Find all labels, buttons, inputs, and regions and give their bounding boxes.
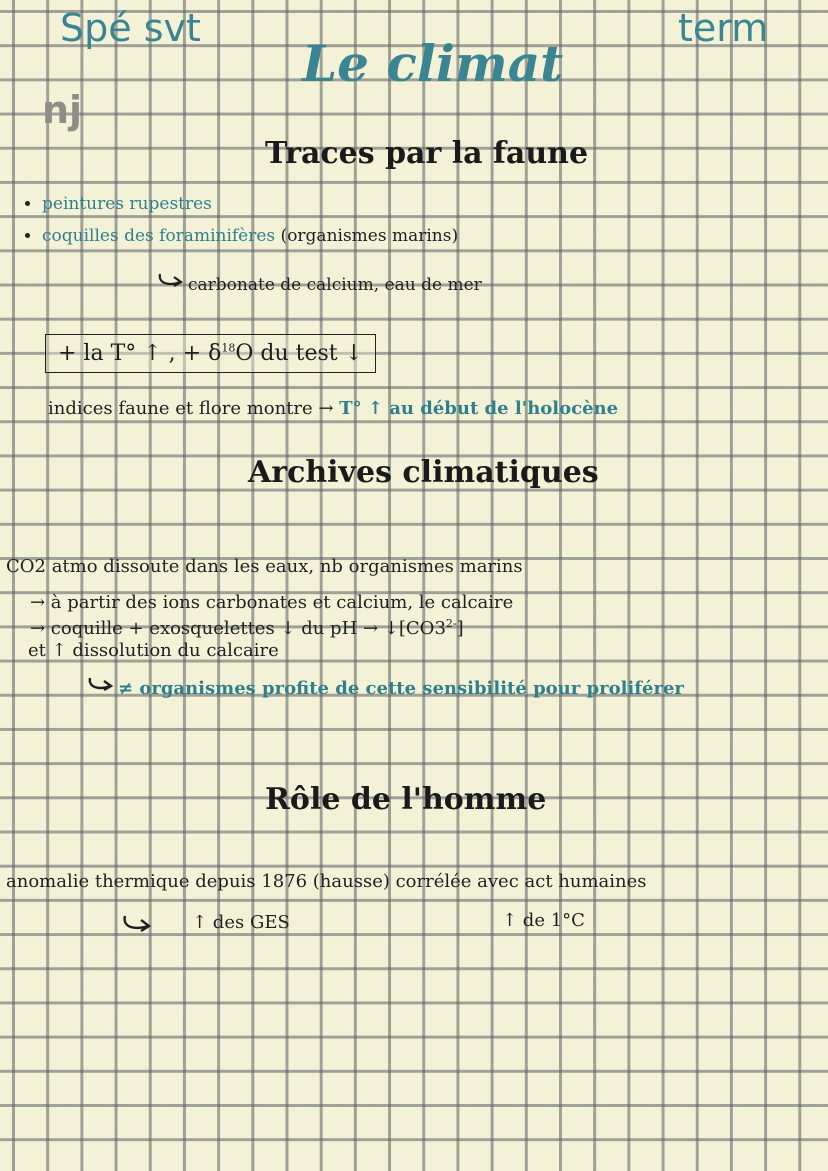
archives-line-3b: ] bbox=[456, 618, 464, 639]
section-heading-archives: Archives climatiques bbox=[248, 455, 599, 490]
page-title: Le climat bbox=[302, 34, 564, 93]
box-sup: 18 bbox=[221, 341, 236, 355]
level-label: term bbox=[678, 6, 769, 50]
subject-label: Spé svt bbox=[60, 6, 201, 50]
bullet-teal-text: coquilles des foraminifères bbox=[42, 226, 276, 246]
archives-line-2: → à partir des ions carbonates et calcium, le calcaire bbox=[30, 592, 514, 613]
list-item bbox=[42, 226, 458, 246]
section-heading-faune: Traces par la faune bbox=[265, 136, 589, 171]
archives-line-1: CO2 atmo dissoute dans les eaux, nb organismes marins bbox=[6, 556, 523, 577]
archives-line-5-text: ≠ organismes profite de cette sensibilité pour proliférer bbox=[118, 678, 684, 699]
hook-arrow-icon bbox=[156, 270, 184, 296]
archives-line-4: et ↑ dissolution du calcaire bbox=[28, 640, 279, 661]
box-text-b: O du test ↓ bbox=[235, 341, 364, 366]
indices-line bbox=[48, 398, 618, 419]
archives-line-3-sup: 2- bbox=[445, 617, 457, 630]
faune-bullet-list bbox=[18, 194, 458, 258]
box-text-a: + la T° ↑ , + δ bbox=[58, 341, 222, 366]
author-initials: nj bbox=[42, 88, 83, 132]
hook-line-carbonate bbox=[156, 270, 482, 296]
archives-line-3 bbox=[30, 617, 464, 639]
hook-line-text: carbonate de calcium, eau de mer bbox=[188, 275, 482, 295]
homme-hook bbox=[120, 912, 156, 940]
homme-ges: ↑ des GES bbox=[192, 912, 290, 933]
temperature-delta-box bbox=[45, 334, 376, 373]
archives-line-3a: → coquille + exosquelettes ↓ du pH → ↓[CO3 bbox=[30, 618, 446, 639]
homme-temp: ↑ de 1°C bbox=[502, 910, 585, 931]
indices-text: indices faune et flore montre → bbox=[48, 398, 334, 419]
archives-line-5 bbox=[86, 674, 684, 700]
bullet-rest-text: (organismes marins) bbox=[275, 226, 459, 246]
hook-arrow-icon bbox=[120, 912, 152, 940]
section-heading-homme: Rôle de l'homme bbox=[265, 782, 547, 817]
list-item bbox=[42, 194, 458, 214]
indices-teal: T° ↑ au début de l'holocène bbox=[339, 398, 619, 419]
homme-line-1: anomalie thermique depuis 1876 (hausse) corrélée avec act humaines bbox=[6, 871, 647, 892]
bullet-teal-text: peintures rupestres bbox=[42, 194, 212, 214]
hook-arrow-icon bbox=[86, 674, 114, 700]
